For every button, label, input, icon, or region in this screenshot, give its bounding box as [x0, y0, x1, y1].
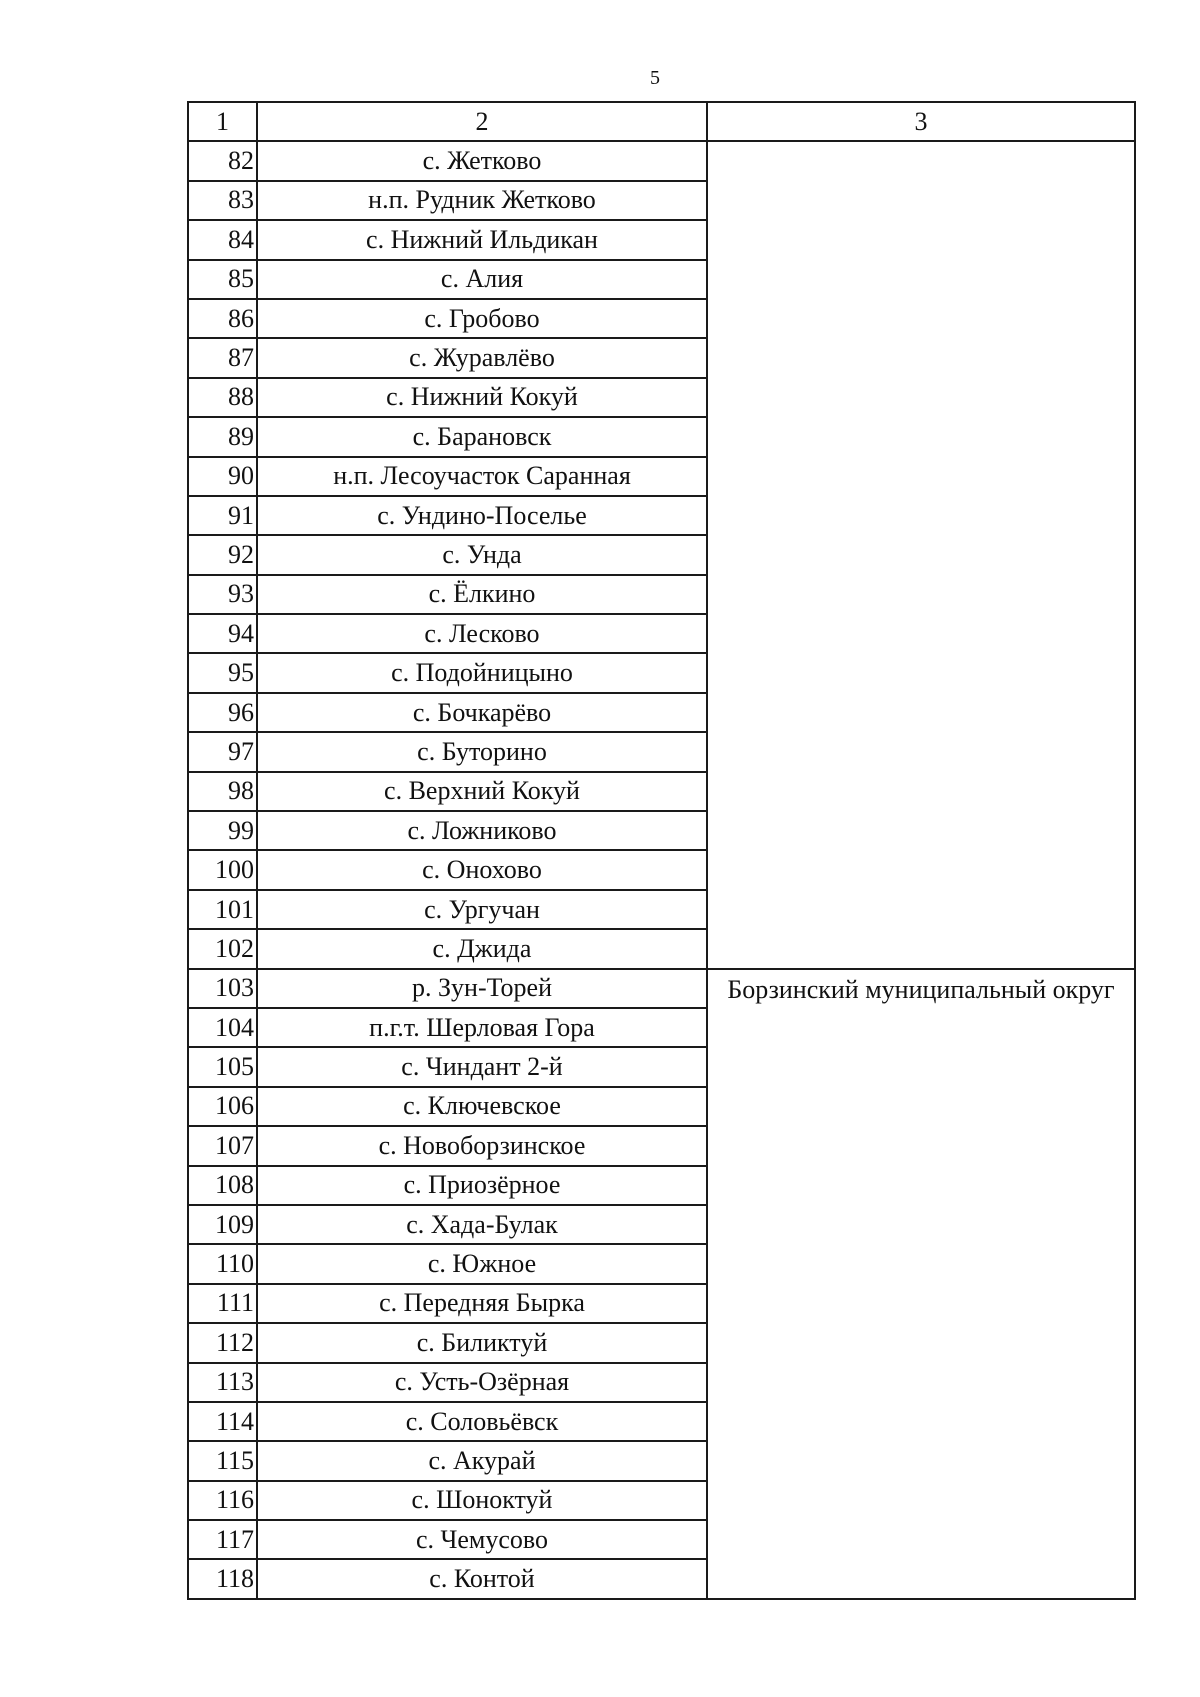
row-number: 112: [188, 1323, 257, 1362]
row-number: 92: [188, 535, 257, 574]
settlement-name: с. Бочкарёво: [257, 693, 707, 732]
table-body: [188, 102, 1135, 1599]
row-number: 86: [188, 299, 257, 338]
row-number: 118: [188, 1559, 257, 1598]
row-number: 89: [188, 417, 257, 456]
row-number: 99: [188, 811, 257, 850]
table-row: [188, 969, 1135, 1008]
page-number: 5: [650, 67, 660, 89]
settlements-table: [187, 101, 1136, 1600]
row-number: 85: [188, 260, 257, 299]
row-number: 111: [188, 1284, 257, 1323]
table-header-row: [188, 102, 1135, 141]
row-number: 90: [188, 457, 257, 496]
settlement-name: с. Журавлёво: [257, 338, 707, 377]
row-number: 101: [188, 890, 257, 929]
district-cell: [707, 141, 1135, 968]
row-number: 106: [188, 1087, 257, 1126]
settlement-name: с. Хада-Булак: [257, 1205, 707, 1244]
settlement-name: с. Приозёрное: [257, 1166, 707, 1205]
row-number: 109: [188, 1205, 257, 1244]
settlement-name: р. Зун-Торей: [257, 969, 707, 1008]
row-number: 103: [188, 969, 257, 1008]
row-number: 107: [188, 1126, 257, 1165]
row-number: 104: [188, 1008, 257, 1047]
header-cell-number: 1: [188, 102, 257, 141]
settlement-name: с. Гробово: [257, 299, 707, 338]
row-number: 87: [188, 338, 257, 377]
row-number: 97: [188, 732, 257, 771]
settlement-name: с. Передняя Бырка: [257, 1284, 707, 1323]
row-number: 82: [188, 141, 257, 180]
settlement-name: с. Ёлкино: [257, 575, 707, 614]
row-number: 102: [188, 929, 257, 968]
row-number: 84: [188, 220, 257, 259]
table-row: [188, 141, 1135, 180]
settlement-name: с. Акурай: [257, 1441, 707, 1480]
row-number: 83: [188, 181, 257, 220]
header-cell-district: 3: [707, 102, 1135, 141]
row-number: 95: [188, 653, 257, 692]
district-cell: Борзинский муниципальный округ: [707, 969, 1135, 1599]
header-cell-settlement: 2: [257, 102, 707, 141]
settlement-name: с. Биликтуй: [257, 1323, 707, 1362]
settlement-name: с. Соловьёвск: [257, 1402, 707, 1441]
row-number: 88: [188, 378, 257, 417]
settlement-name: с. Усть-Озёрная: [257, 1363, 707, 1402]
settlement-name: с. Буторино: [257, 732, 707, 771]
settlement-name: с. Джида: [257, 929, 707, 968]
settlement-name: с. Онохово: [257, 850, 707, 889]
row-number: 117: [188, 1520, 257, 1559]
settlement-name: н.п. Лесоучасток Саранная: [257, 457, 707, 496]
settlement-name: с. Южное: [257, 1244, 707, 1283]
row-number: 105: [188, 1047, 257, 1086]
settlement-name: с. Верхний Кокуй: [257, 772, 707, 811]
row-number: 96: [188, 693, 257, 732]
settlement-name: с. Ложниково: [257, 811, 707, 850]
settlement-name: с. Нижний Ильдикан: [257, 220, 707, 259]
row-number: 115: [188, 1441, 257, 1480]
row-number: 100: [188, 850, 257, 889]
row-number: 114: [188, 1402, 257, 1441]
row-number: 116: [188, 1481, 257, 1520]
settlement-name: с. Алия: [257, 260, 707, 299]
settlement-name: с. Чемусово: [257, 1520, 707, 1559]
settlement-name: с. Ундино-Поселье: [257, 496, 707, 535]
settlement-name: с. Ключевское: [257, 1087, 707, 1126]
settlement-name: п.г.т. Шерловая Гора: [257, 1008, 707, 1047]
settlement-name: с. Подойницыно: [257, 653, 707, 692]
settlement-name: н.п. Рудник Жетково: [257, 181, 707, 220]
settlement-name: с. Ургучан: [257, 890, 707, 929]
row-number: 113: [188, 1363, 257, 1402]
settlement-name: с. Унда: [257, 535, 707, 574]
settlement-name: с. Лесково: [257, 614, 707, 653]
settlement-name: с. Жетково: [257, 141, 707, 180]
row-number: 94: [188, 614, 257, 653]
settlement-name: с. Шоноктуй: [257, 1481, 707, 1520]
settlement-name: с. Нижний Кокуй: [257, 378, 707, 417]
settlement-name: с. Контой: [257, 1559, 707, 1598]
row-number: 110: [188, 1244, 257, 1283]
settlement-name: с. Новоборзинское: [257, 1126, 707, 1165]
row-number: 91: [188, 496, 257, 535]
settlement-name: с. Барановск: [257, 417, 707, 456]
row-number: 108: [188, 1166, 257, 1205]
row-number: 93: [188, 575, 257, 614]
row-number: 98: [188, 772, 257, 811]
settlement-name: с. Чиндант 2-й: [257, 1047, 707, 1086]
